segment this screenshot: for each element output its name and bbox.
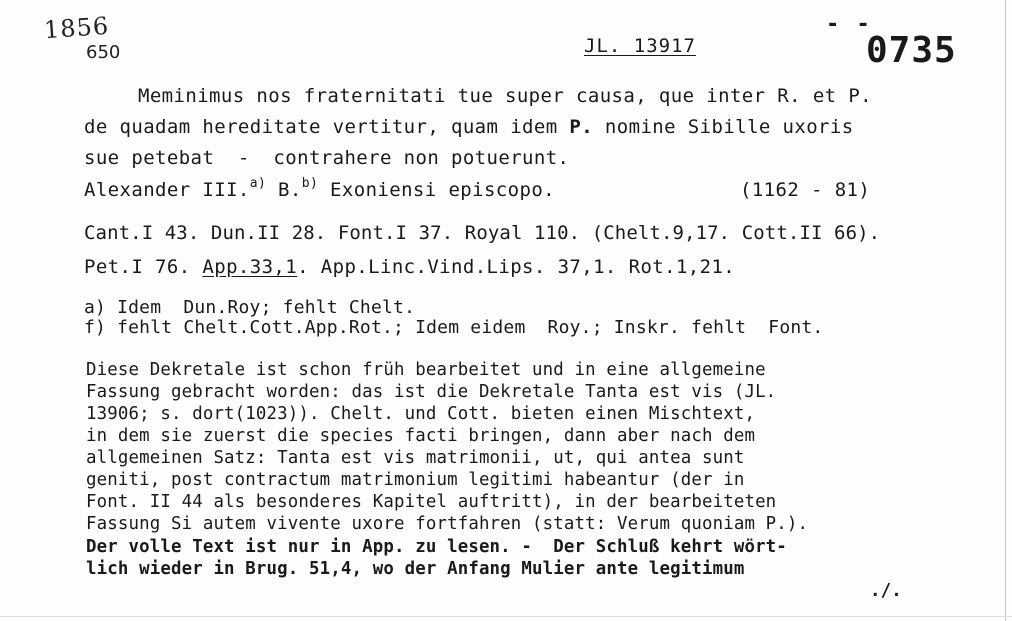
footnote-ref-a: a) xyxy=(249,176,267,191)
inscription-sender: Alexander III. xyxy=(84,179,250,201)
commentary-line: Diese Dekretale ist schon früh bearbeitet und in eine allgemeine xyxy=(86,360,766,380)
manuscripts-line-2 xyxy=(84,256,735,278)
commentary-line: Fassung Si autem vivente uxore fortfahren (statt: Verum quoniam P.). xyxy=(86,514,809,534)
text-line-2-pre: de quadam hereditate vertitur, quam idem xyxy=(84,116,570,138)
commentary-line: in dem sie zuerst die species facti bringen, dann aber nach dem xyxy=(86,426,756,446)
inscription-line xyxy=(84,176,555,201)
dash-mark: - - xyxy=(826,12,872,37)
text-line-3: sue petebat - contrahere non potuerunt. xyxy=(84,147,570,169)
manuscripts-line-2-pre: Pet.I 76. xyxy=(84,256,203,278)
manuscripts-line-1: Cant.I 43. Dun.II 28. Font.I 37. Royal 110. (Chelt.9,17. Cott.II 66). xyxy=(84,222,881,244)
inscription-initial: B. xyxy=(266,179,302,201)
commentary-line: allgemeinen Satz: Tanta est vis matrimonii, ut, qui antea sunt xyxy=(86,448,745,468)
handwritten-number: 1856 xyxy=(43,11,110,45)
inscription-recipient: Exoniensi episcopo. xyxy=(318,179,555,201)
note-f: f) fehlt Chelt.Cott.App.Rot.; Idem eidem Roy.; Inskr. fehlt Font. xyxy=(84,317,824,338)
commentary-line: 13906; s. dort(1023)). Chelt. und Cott. bieten einen Mischtext, xyxy=(86,404,756,424)
commentary-line: Der volle Text ist nur in App. zu lesen. - Der Schluß kehrt wört- xyxy=(86,537,787,557)
document-number: 0735 xyxy=(866,30,957,71)
text-line-2-bold: P. xyxy=(569,116,594,138)
commentary-line: geniti, post contractum matrimonium legitimi habeantur (der in xyxy=(86,470,745,490)
manuscripts-line-2-underlined: App.33,1 xyxy=(202,256,298,278)
continuation-mark: ./. xyxy=(870,581,902,601)
handwritten-subnumber: 650 xyxy=(86,42,121,63)
scan-edge-line xyxy=(1005,0,1006,621)
footnote-ref-b: b) xyxy=(301,176,319,191)
commentary-line: Fassung gebracht worden: das ist die Dekretale Tanta est vis (JL. xyxy=(86,382,777,402)
text-line-2 xyxy=(84,116,854,138)
text-line-1: Meminimus nos fraternitati tue super causa, que inter R. et P. xyxy=(138,85,873,107)
note-a: a) Idem Dun.Roy; fehlt Chelt. xyxy=(84,297,416,318)
jl-reference: JL. 13917 xyxy=(584,35,696,57)
manuscripts-line-2-post: . App.Linc.Vind.Lips. 37,1. Rot.1,21. xyxy=(297,256,736,278)
scan-bottom-line xyxy=(0,616,1012,617)
date-range: (1162 - 81) xyxy=(740,179,871,201)
text-line-2-post: nomine Sibille uxoris xyxy=(593,116,854,138)
commentary-line: Font. II 44 als besonderes Kapitel auftritt), in der bearbeiteten xyxy=(86,492,777,512)
commentary-line: lich wieder in Brug. 51,4, wo der Anfang Mulier ante legitimum xyxy=(86,559,745,579)
